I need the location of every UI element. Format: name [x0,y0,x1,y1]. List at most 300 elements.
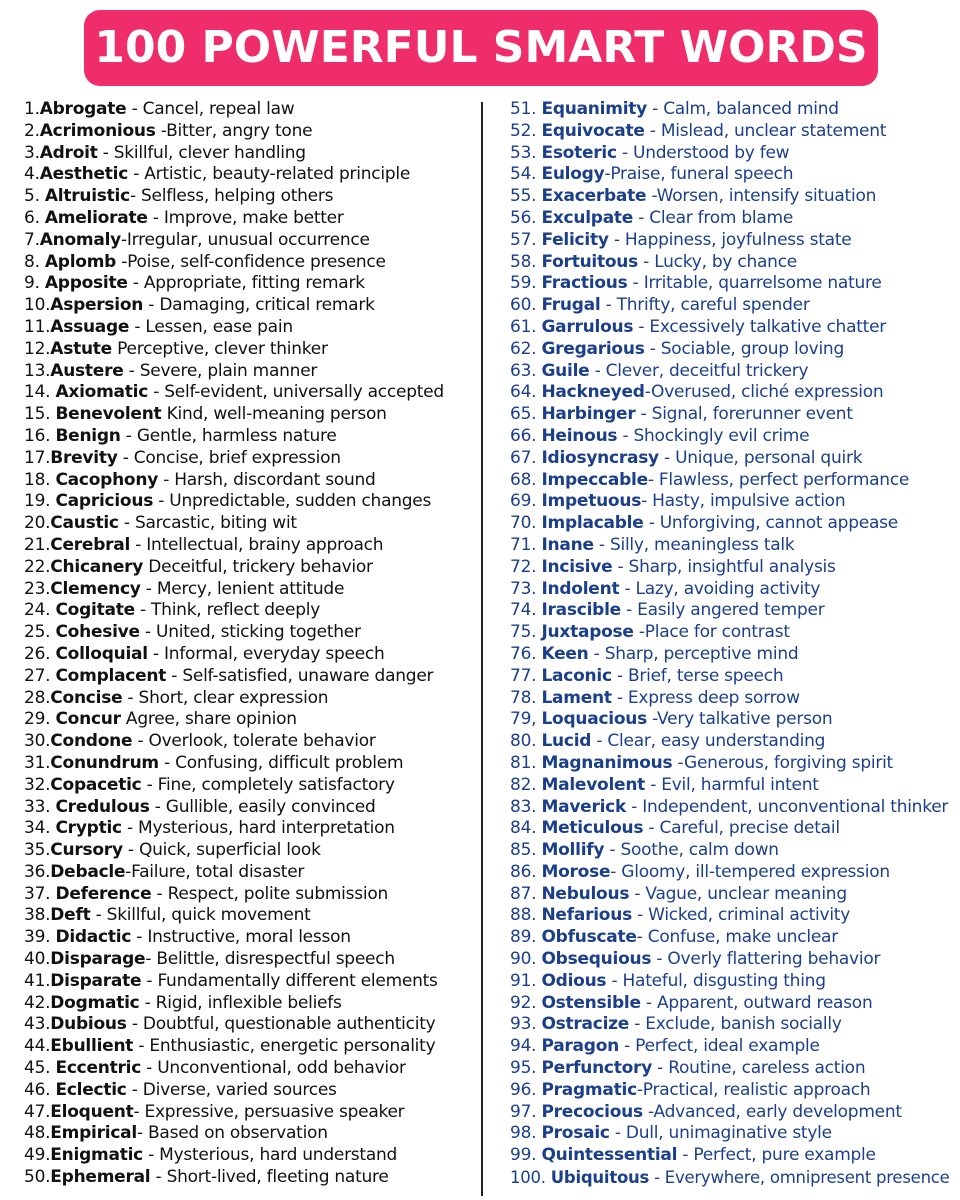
entry-definition: - Instructive, moral lesson [131,927,351,948]
entry-word: Aplomb [44,251,117,272]
entry-word: Loquacious [541,709,648,730]
entry-number: 44. [24,1036,51,1057]
entry-word: Eclectic [55,1079,127,1100]
entry-number: 95. [510,1058,542,1079]
entry-word: Ephemeral [50,1167,151,1188]
word-entry [510,884,958,906]
word-entry [24,208,476,230]
entry-definition: - Expressive, persuasive speaker [133,1101,405,1122]
entry-number: 17. [24,447,51,468]
word-entry [510,404,958,426]
entry-number: 35. [24,840,51,861]
entry-number: 47. [24,1101,51,1122]
entry-word: Quintessential [541,1145,678,1166]
word-entry [24,971,476,993]
word-entry [24,382,476,404]
entry-number: 43. [24,1014,51,1035]
entry-word: Debacle [50,861,126,882]
entry-definition: - Rigid, inflexible beliefs [139,992,342,1013]
entry-number: 14. [24,382,56,403]
entry-word: Implacable [541,513,644,534]
entry-definition: - Clear, easy understanding [591,731,826,752]
word-entry [510,600,958,622]
entry-word: Apposite [44,273,128,294]
word-entry [510,448,958,470]
entry-number: 53. [510,142,542,163]
word-entry [24,295,476,317]
entry-word: Pragmatic [541,1079,637,1100]
word-entry [510,818,958,840]
word-entry [24,731,476,753]
entry-definition: - Clever, deceitful trickery [589,360,809,381]
entry-word: Obfuscate [541,927,637,948]
entry-definition: - Thrifty, careful spender [600,295,810,316]
entry-number: 54. [510,164,542,185]
word-entry [510,862,958,884]
entry-definition: - Mercy, lenient attitude [140,578,345,599]
entry-number: 62. [510,338,542,359]
entry-definition: -Praise, funeral speech [604,164,794,185]
entry-number: 10. [24,295,51,316]
entry-word: Ameliorate [44,207,148,228]
entry-definition: -Very talkative person [647,709,833,730]
entry-word: Austere [50,360,124,381]
entry-definition: - Hasty, impulsive action [641,491,846,512]
word-entry [24,448,476,470]
entry-word: Adroit [39,142,98,163]
entry-definition: -Irregular, unusual occurrence [121,229,370,250]
entry-word: Cryptic [55,818,122,839]
entry-definition: - Gloomy, ill-tempered expression [610,861,890,882]
entry-number: 92. [510,992,542,1013]
word-entry [510,797,958,819]
entry-number: 83. [510,796,542,817]
word-entry [24,993,476,1015]
word-entry [24,143,476,165]
entry-word: Morose [541,861,611,882]
word-entry [510,295,958,317]
word-entry [510,273,958,295]
entry-definition: - Excessively talkative chatter [633,316,887,337]
entry-number: 80. [510,731,542,752]
entry-definition: - Cancel, repeal law [126,99,295,119]
entry-number: 52. [510,120,542,141]
word-entry [510,164,958,186]
word-entry [510,905,958,927]
entry-definition: - Calm, balanced mind [647,99,839,119]
entry-number: 94. [510,1036,542,1057]
entry-definition: - United, sticking together [139,622,361,643]
entry-number: 19. [24,491,56,512]
word-entry [24,949,476,971]
entry-definition: - Belittle, disrespectful speech [145,949,395,970]
entry-word: Maverick [541,796,627,817]
word-entry [24,775,476,797]
entry-number: 24. [24,600,56,621]
word-entry [510,1102,958,1124]
entry-definition: - Concise, brief expression [117,447,341,468]
entry-number: 12. [24,338,51,359]
entry-number: 23. [24,578,51,599]
column-divider [481,102,483,1196]
entry-definition: - Evil, harmful intent [645,774,819,795]
word-entry [510,1058,958,1080]
word-entry [24,426,476,448]
entry-number: 21. [24,534,51,555]
entry-word: Laconic [541,665,612,686]
entry-number: 99. [510,1145,542,1166]
entry-word: Ostensible [541,992,641,1013]
entry-definition: - Unforgiving, cannot appease [643,513,898,534]
entry-number: 28. [24,687,51,708]
word-entry [510,99,958,121]
entry-number: 73. [510,578,542,599]
entry-number: 71. [510,534,542,555]
entry-definition: - Lazy, avoiding activity [619,578,821,599]
entry-word: Abrogate [39,99,127,119]
word-entry [24,622,476,644]
entry-word: Incisive [541,556,613,577]
entry-word: Concise [50,687,123,708]
entry-definition: - Mysterious, hard interpretation [121,818,395,839]
word-entry [510,382,958,404]
entry-definition: -Generous, forgiving spirit [672,752,893,773]
entry-definition: -Bitter, angry tone [155,120,313,141]
entry-number: 66. [510,425,542,446]
entry-definition: - Irritable, quarrelsome nature [627,273,882,294]
entry-definition: - Selfless, helping others [129,186,334,207]
page-title: 100 POWERFUL SMART WORDS [94,22,868,73]
entry-number: 79, [510,709,542,730]
word-entry [510,949,958,971]
entry-number: 8. [24,251,45,272]
entry-word: Nefarious [541,905,632,926]
word-entry [24,557,476,579]
entry-number: 31. [24,752,51,773]
word-entry [510,775,958,797]
entry-word: Meticulous [541,818,644,839]
entry-number: 18. [24,469,56,490]
entry-word: Benevolent [55,404,162,425]
word-entry [24,273,476,295]
word-entry [510,535,958,557]
entry-definition: - Sharp, insightful analysis [612,556,836,577]
entry-word: Copacetic [50,774,142,795]
entry-number: 97. [510,1101,542,1122]
entry-word: Cohesive [55,622,140,643]
entry-word: Deference [55,883,152,904]
entry-word: Colloquial [55,643,148,664]
entry-word: Disparate [50,970,142,991]
entry-number: 61. [510,316,542,337]
entry-number: 57. [510,229,542,250]
entry-word: Eulogy [541,164,605,185]
word-entry [24,339,476,361]
entry-definition: - Think, reflect deeply [134,600,321,621]
entry-definition: - Respect, polite submission [151,883,389,904]
word-entry [24,753,476,775]
left-word-list [24,99,476,1189]
entry-word: Frugal [541,295,601,316]
entry-number: 3. [24,142,40,163]
entry-definition: - Silly, meaningless talk [593,534,795,555]
entry-number: 37. [24,883,56,904]
entry-definition: - Improve, make better [147,207,344,228]
entry-word: Equanimity [541,99,647,119]
entry-definition: - Routine, careless action [652,1058,866,1079]
entry-definition: - Wicked, criminal activity [631,905,851,926]
word-entry [24,535,476,557]
word-entry [24,1145,476,1167]
entry-word: Indolent [541,578,620,599]
word-entry [510,557,958,579]
entry-definition: - Lessen, ease pain [129,316,293,337]
word-entry [24,99,476,121]
entry-word: Magnanimous [541,752,673,773]
entry-number: 32. [24,774,51,795]
entry-definition: - Intellectual, brainy approach [130,534,384,555]
word-entry [24,1102,476,1124]
entry-number: 70. [510,513,542,534]
entry-definition: - Doubtful, questionable authenticity [126,1014,436,1035]
entry-definition: - Unique, personal quirk [658,447,863,468]
word-entry [510,579,958,601]
entry-word: Eccentric [55,1058,142,1079]
word-entry [510,186,958,208]
entry-number: 65. [510,404,542,425]
entry-definition: - Diverse, varied sources [126,1079,337,1100]
entry-definition: -Overused, cliché expression [644,382,884,403]
entry-number: 49. [24,1145,51,1166]
entry-word: Impeccable [541,469,648,490]
entry-word: Juxtapose [541,622,634,643]
entry-number: 55. [510,186,542,207]
entry-word: Exacerbate [541,186,647,207]
entry-word: Cerebral [50,534,131,555]
entry-word: Heinous [541,425,618,446]
entry-definition: - Skillful, quick movement [90,905,311,926]
entry-number: 85. [510,840,542,861]
entry-definition: - Overlook, tolerate behavior [132,731,376,752]
word-entry [510,208,958,230]
entry-number: 90. [510,949,542,970]
entry-number: 48. [24,1123,51,1144]
entry-number: 20. [24,513,51,534]
entry-number: 98. [510,1123,542,1144]
entry-number: 25. [24,622,56,643]
entry-definition: - Express deep sorrow [611,687,800,708]
entry-number: 69. [510,491,542,512]
entry-definition: - Appropriate, fitting remark [127,273,365,294]
entry-definition: - Mislead, unclear statement [644,120,887,141]
entry-number: 82. [510,774,542,795]
word-entry [510,622,958,644]
word-entry [24,252,476,274]
entry-number: 38. [24,905,51,926]
entry-number: 41. [24,970,51,991]
entry-number: 91. [510,970,542,991]
entry-definition: - Understood by few [616,142,790,163]
entry-word: Malevolent [541,774,646,795]
entry-definition: - Hateful, disgusting thing [606,970,826,991]
entry-number: 50. [24,1167,51,1188]
entry-word: Guile [541,360,590,381]
word-entry [24,666,476,688]
entry-number: 16. [24,425,56,446]
entry-word: Esoteric [541,142,617,163]
entry-definition: -Advanced, early development [642,1101,902,1122]
entry-definition: - Careful, precise detail [643,818,840,839]
word-entry [510,252,958,274]
title-banner [84,10,878,86]
word-entry [510,317,958,339]
entry-number: 46. [24,1079,56,1100]
word-entry [24,230,476,252]
entry-word: Gregarious [541,338,645,359]
word-entry [24,709,476,731]
entry-number: 75. [510,622,542,643]
entry-word: Capricious [55,491,154,512]
word-entry [24,644,476,666]
entry-number: 36. [24,861,51,882]
entry-number: 6. [24,207,45,228]
entry-definition: - Happiness, joyfulness state [608,229,852,250]
entry-word: Chicanery [50,556,144,577]
entry-definition: - Gullible, easily convinced [149,796,376,817]
entry-number: 89. [510,927,542,948]
entry-word: Condone [50,731,133,752]
word-entry [24,1014,476,1036]
entry-definition: -Practical, realistic approach [636,1079,871,1100]
word-entry [24,862,476,884]
entry-definition: - Sharp, perceptive mind [588,643,799,664]
entry-word: Empirical [50,1123,137,1144]
entry-word: Paragon [541,1036,619,1057]
word-entry [510,1014,958,1036]
entry-definition: - Brief, terse speech [611,665,784,686]
word-entry [24,818,476,840]
entry-number: 84. [510,818,542,839]
entry-number: 51. [510,99,542,119]
entry-number: 60. [510,295,542,316]
entry-definition: -Worsen, intensify situation [646,186,877,207]
entry-word: Conundrum [50,752,159,773]
entry-word: Didactic [55,927,132,948]
entry-number: 42. [24,992,51,1013]
entry-word: Nebulous [541,883,630,904]
entry-definition: - Confuse, make unclear [636,927,838,948]
entry-definition: - Damaging, critical remark [143,295,375,316]
word-entry [24,1167,476,1189]
entry-definition: - Sociable, group loving [644,338,844,359]
entry-number: 30. [24,731,51,752]
entry-definition: - Fundamentally different elements [141,970,438,991]
entry-definition: - Apparent, outward reason [640,992,873,1013]
entry-definition: - Lucky, by chance [638,251,797,272]
entry-number: 76. [510,643,542,664]
entry-word: Garrulous [541,316,634,337]
word-entry [24,470,476,492]
word-entry [24,1036,476,1058]
entry-word: Concur [55,709,121,730]
entry-definition: - Sarcastic, biting wit [118,513,297,534]
entry-word: Impetuous [541,491,642,512]
word-entry [510,927,958,949]
entry-word: Irascible [541,600,621,621]
entry-word: Axiomatic [55,382,149,403]
entry-word: Eloquent [50,1101,134,1122]
entry-number: 45. [24,1058,56,1079]
entry-word: Obsequious [541,949,652,970]
entry-number: 78. [510,687,542,708]
entry-number: 11. [24,316,51,337]
word-entry [510,1167,958,1189]
entry-number: 100. [510,1168,551,1188]
entry-definition: - Self-evident, universally accepted [148,382,444,403]
entry-number: 74. [510,600,542,621]
entry-definition: - Self-satisfied, unaware danger [166,665,434,686]
entry-number: 13. [24,360,51,381]
entry-definition: - Independent, unconventional thinker [626,796,949,817]
entry-number: 64. [510,382,542,403]
entry-number: 88. [510,905,542,926]
entry-word: Harbinger [541,404,636,425]
entry-word: Cursory [50,840,123,861]
entry-word: Anomaly [39,229,122,250]
entry-definition: - Soothe, calm down [604,840,779,861]
entry-definition: - Unpredictable, sudden changes [153,491,432,512]
entry-word: Precocious [541,1101,643,1122]
word-entry [510,491,958,513]
entry-definition: - Signal, forerunner event [635,404,853,425]
word-entry [24,927,476,949]
entry-number: 96. [510,1079,542,1100]
word-entry [510,993,958,1015]
entry-number: 93. [510,1014,542,1035]
entry-word: Mollify [541,840,605,861]
entry-number: 2. [24,120,40,141]
entry-definition: - Quick, superficial look [122,840,321,861]
entry-word: Ebullient [50,1036,134,1057]
entry-word: Lucid [541,731,592,752]
entry-number: 40. [24,949,51,970]
entry-word: Idiosyncrasy [541,447,659,468]
entry-number: 86. [510,861,542,882]
entry-definition: - Harsh, discordant sound [158,469,376,490]
entry-word: Hackneyed [541,382,645,403]
word-entry [510,644,958,666]
word-entry [24,1080,476,1102]
entry-definition: -Place for contrast [633,622,790,643]
entry-word: Dubious [50,1014,127,1035]
word-entry [510,339,958,361]
entry-word: Caustic [50,513,119,534]
entry-definition: - Informal, everyday speech [147,643,385,664]
entry-word: Complacent [55,665,167,686]
entry-word: Brevity [50,447,118,468]
word-entry [510,470,958,492]
entry-word: Enigmatic [50,1145,143,1166]
entry-word: Ubiquitous [550,1168,650,1188]
entry-definition: - Perfect, pure example [677,1145,876,1166]
entry-number: 22. [24,556,51,577]
entry-word: Deft [50,905,91,926]
word-entry [510,1036,958,1058]
entry-word: Fractious [541,273,628,294]
word-entry [24,186,476,208]
entry-word: Credulous [55,796,150,817]
word-entry [24,491,476,513]
